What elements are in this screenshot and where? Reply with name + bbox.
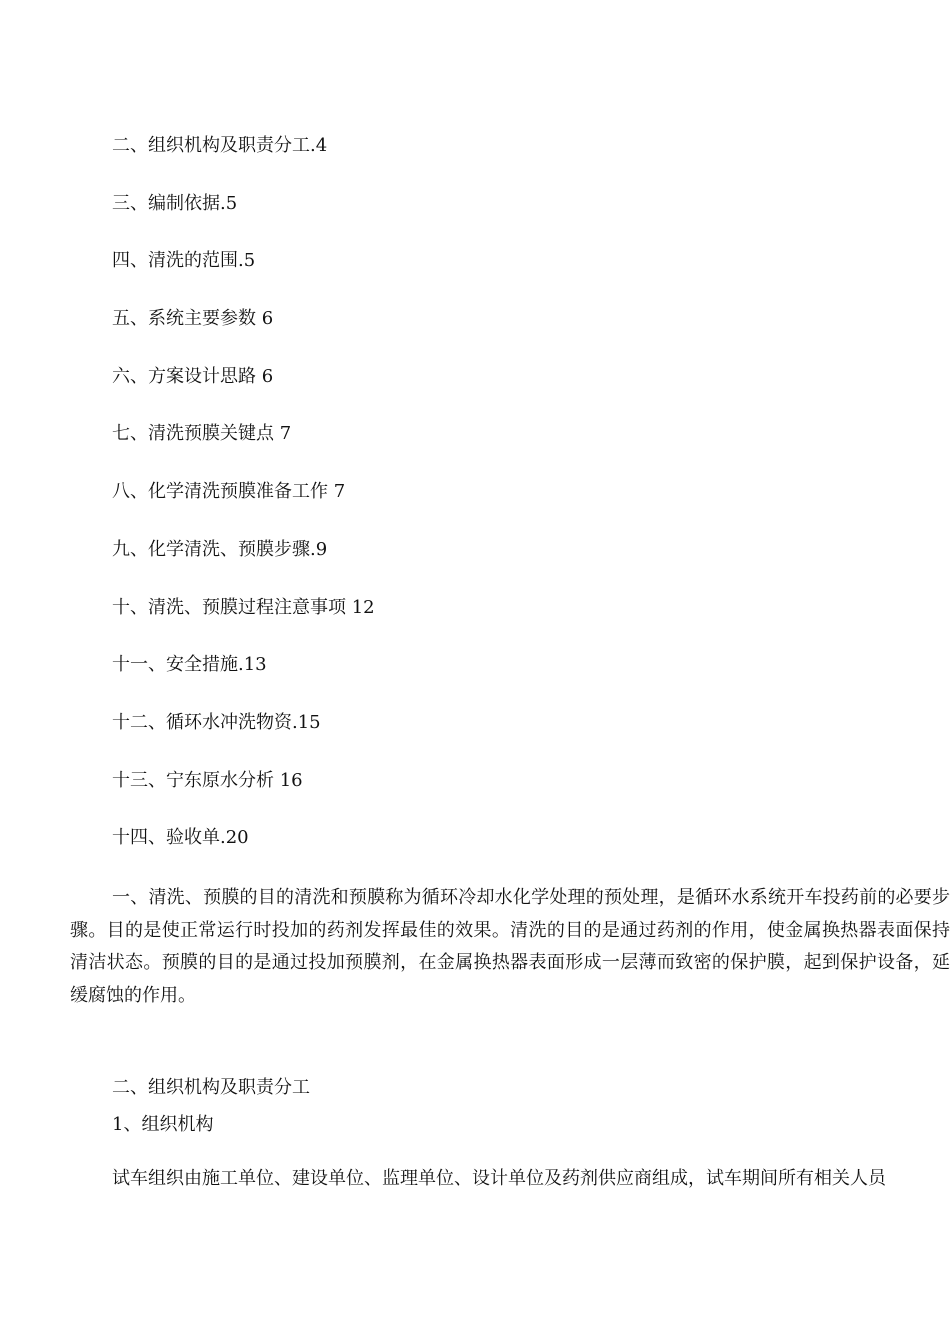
- intro-paragraph: 一、清洗、预膜的目的清洗和预膜称为循环冷却水化学处理的预处理，是循环水系统开车投药前的必要步骤。目的是使正常运行时投加的药剂发挥最佳的效果。清洗的目的是通过药剂的作用，使金属换热器表面保持清洁状态。预膜的目的是通过投加预膜剂，在金属换热器表面形成一层薄而致密的保护膜，起到保护设备，延缓腐蚀的作用。: [70, 887, 950, 1006]
- toc-item: 十、清洗、预膜过程注意事项 12: [112, 596, 375, 618]
- toc-item: 九、化学清洗、预膜步骤.9: [112, 538, 328, 560]
- section-heading: 二、组织机构及职责分工: [112, 1077, 310, 1098]
- toc-item: 十二、循环水冲洗物资.15: [112, 711, 321, 733]
- subsection-heading: 1、组织机构: [112, 1114, 214, 1135]
- toc-item: 十四、验收单.20: [112, 827, 249, 849]
- toc-item: 十一、安全措施.13: [112, 654, 267, 676]
- toc-item: 八、化学清洗预膜准备工作 7: [112, 481, 346, 503]
- toc-item: 三、编制依据.5: [112, 192, 238, 214]
- toc-item: 十三、宁东原水分析 16: [112, 769, 303, 791]
- toc-item: 六、方案设计思路 6: [112, 365, 274, 387]
- toc-item: 四、清洗的范围.5: [112, 250, 256, 272]
- body-paragraph: 试车组织由施工单位、建设单位、监理单位、设计单位及药剂供应商组成，试车期间所有相关人员: [112, 1168, 886, 1189]
- toc-item: 二、组织机构及职责分工.4: [112, 135, 328, 156]
- toc-item: 五、系统主要参数 6: [112, 308, 274, 330]
- table-of-contents: [112, 133, 375, 883]
- toc-item: 七、清洗预膜关键点 7: [112, 423, 292, 445]
